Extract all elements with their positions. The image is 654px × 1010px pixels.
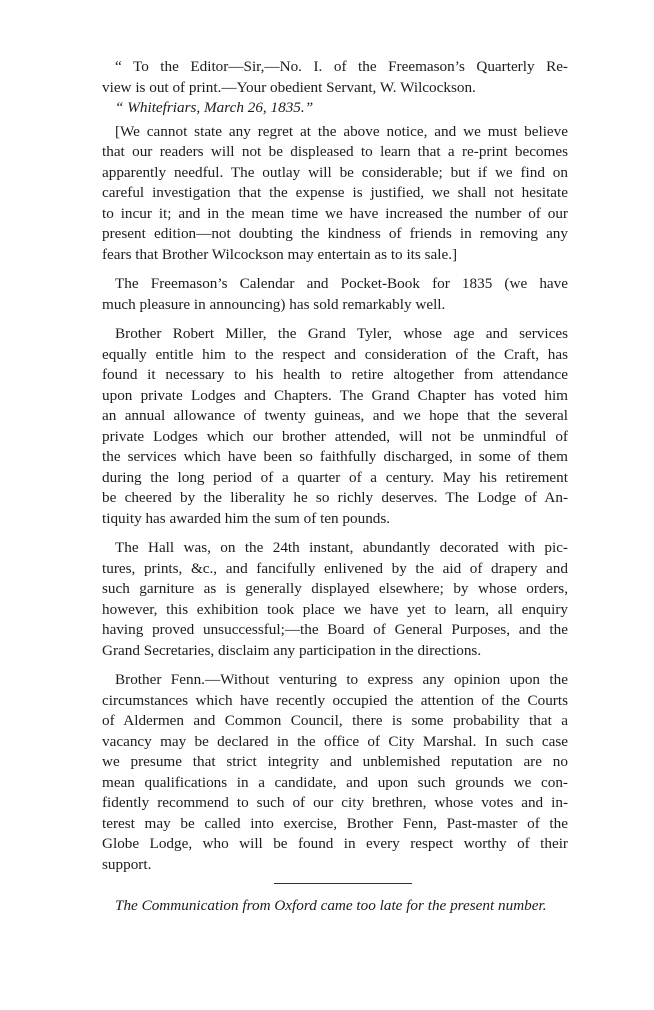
paragraph-line: however, this exhibition took place we have yet to learn, all enquiry [102, 600, 568, 618]
paragraph-line: Grand Secretaries, disclaim any participation in the directions. [102, 641, 482, 659]
letter-line: “ To the Editor—Sir,—No. I. of the Freemason’s Quarterly Re- [115, 58, 568, 75]
paragraph-line: terest may be called into exercise, Brother Fenn, Past-master of the [102, 814, 568, 832]
letter-line: view is out of print.—Your obedient Servant, W. Wilcockson. [102, 78, 476, 96]
paragraph-line: of Aldermen and Common Council, there is some probability that a [102, 712, 568, 729]
paragraph-line: present edition—not doubting the kindness of friends in removing any [102, 225, 568, 242]
paragraph-line: be cheered by the liberality he so richly deserves. The Lodge of An- [102, 489, 568, 506]
paragraph-line: careful investigation that the expense is justified, we shall not hesitate [102, 184, 568, 201]
paragraph-line: tiquity has awarded him the sum of ten pounds. [102, 509, 391, 527]
paragraph-line: circumstances which have recently occupied the attention of the Courts [102, 691, 568, 709]
paragraph-robert-miller [102, 324, 568, 529]
paragraph-line: [We cannot state any regret at the above notice, and we must believe [115, 122, 568, 140]
paragraph-line: the services which have been so faithfully discharged, in some of them [102, 448, 568, 465]
paragraph-line: to incur it; and in the mean time we have increased the number of our [102, 204, 568, 222]
paragraph-line: much pleasure in announcing) has sold remarkably well. [102, 295, 446, 313]
paragraph-line: private Lodges which our brother attended, will not be unmindful of [102, 427, 568, 445]
paragraph-line: such garniture as is generally displayed elsewhere; by whose orders, [102, 580, 568, 597]
footnote: The Communication from Oxford came too late for the present number. [115, 897, 547, 914]
paragraph-line: The Hall was, on the 24th instant, abundantly decorated with pic- [115, 539, 568, 556]
paragraph-line: that our readers will not be displeased to learn that a re-print becomes [102, 143, 568, 160]
paragraph-line: The Freemason’s Calendar and Pocket-Book for 1835 (we have [115, 275, 568, 292]
paragraph-line: Globe Lodge, who will be found in every respect worthy of their [102, 835, 568, 852]
paragraph-line: vacancy may be declared in the office of City Marshal. In such case [102, 732, 568, 750]
section-divider [274, 883, 412, 884]
paragraph-line: equally entitle him to the respect and consideration of the Craft, has [102, 345, 568, 363]
paragraph-hall [102, 538, 568, 661]
paragraph-calendar [102, 274, 568, 315]
paragraph-line: Brother Robert Miller, the Grand Tyler, whose age and services [115, 325, 568, 342]
paragraph-line: mean qualifications in a candidate, and upon such grounds we con- [102, 773, 568, 791]
paragraph-line: tures, prints, &c., and fancifully enlivened by the aid of drapery and [102, 559, 568, 577]
paragraph-line: fidently recommend to such of our city brethren, whose votes and in- [102, 794, 568, 811]
paragraph-line: support. [102, 855, 152, 873]
letter-dateline: “ Whitefriars, March 26, 1835.” [115, 99, 314, 116]
paragraph-brother-fenn [102, 670, 568, 875]
paragraph-line: Brother Fenn.—Without venturing to express any opinion upon the [115, 671, 568, 688]
paragraph-line: upon private Lodges and Chapters. The Grand Chapter has voted him [102, 386, 568, 404]
paragraph-reprint [102, 122, 568, 266]
paragraph-line: an annual allowance of twenty guineas, and we hope that the several [102, 407, 568, 424]
paragraph-line: during the long period of a quarter of a century. May his retirement [102, 468, 568, 486]
paragraph-line: apparently needful. The outlay will be considerable; but if we find on [102, 163, 568, 181]
paragraph-line: found it necessary to his health to retire altogether from attendance [102, 366, 568, 383]
letter-block [102, 57, 568, 119]
paragraph-line: fears that Brother Wilcockson may entertain as to its sale.] [102, 245, 458, 263]
paragraph-line: having proved unsuccessful;—the Board of General Purposes, and the [102, 621, 568, 638]
paragraph-line: we presume that strict integrity and unblemished reputation are no [102, 753, 568, 770]
page-text [102, 57, 568, 917]
